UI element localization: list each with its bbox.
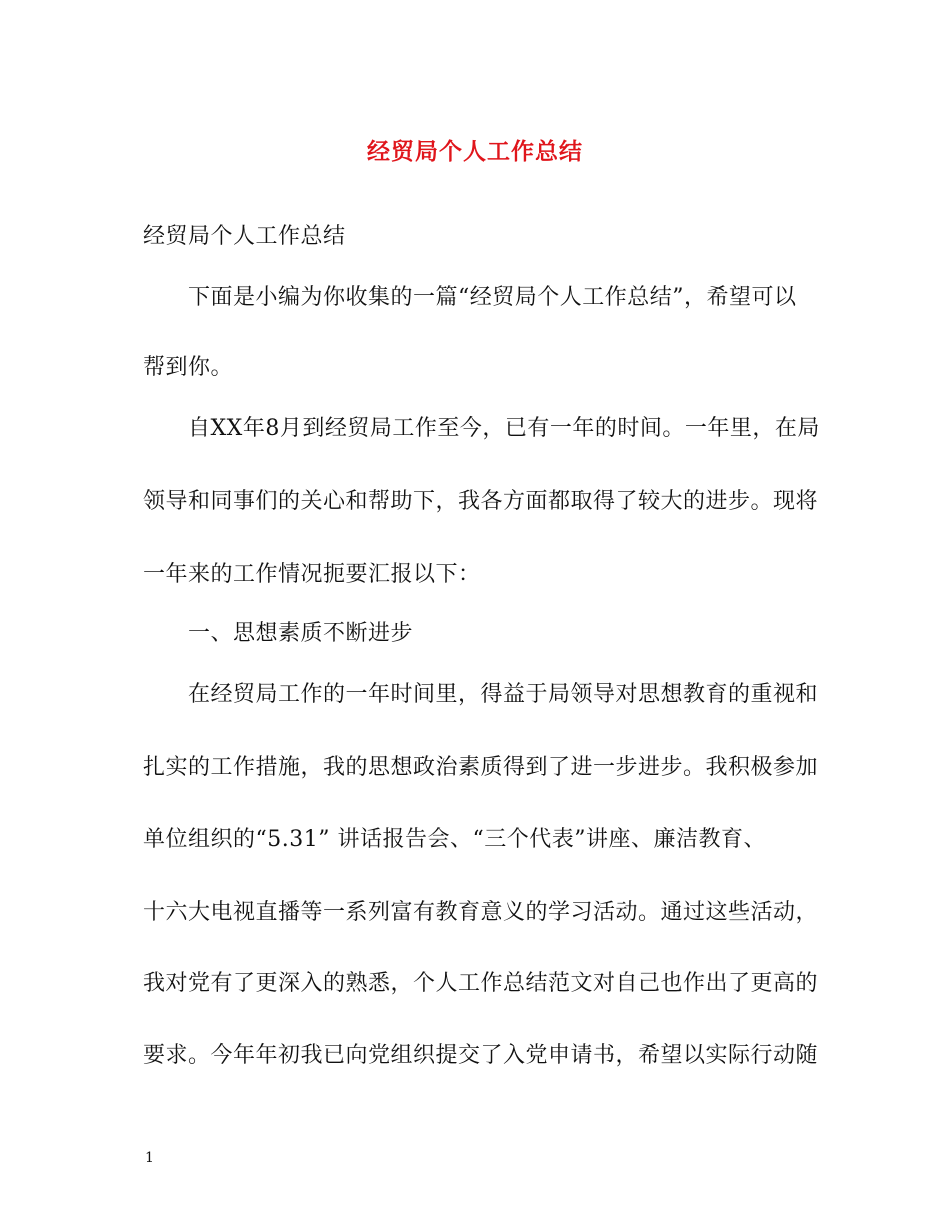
text-line: 一年来的工作情况扼要汇报以下： <box>143 562 481 587</box>
text-line: 在经贸局工作的一年时间里，得益于局领导对思想教育的重视和 <box>188 682 819 707</box>
page-number: 1 <box>145 1150 154 1166</box>
section-heading: 一、思想素质不断进步 <box>188 621 414 646</box>
text-line: 自XX年8月到经贸局工作至今，已有一年的时间。一年里，在局 <box>188 416 820 441</box>
subtitle-line: 经贸局个人工作总结 <box>143 224 346 249</box>
text-line: 领导和同事们的关心和帮助下，我各方面都取得了较大的进步。现将 <box>143 489 819 514</box>
text-line: 帮到你。 <box>143 355 234 380</box>
text-line: 我对党有了更深入的熟悉，个人工作总结范文对自己也作出了更高的 <box>143 971 819 996</box>
text-line: 十六大电视直播等一系列富有教育意义的学习活动。通过这些活动， <box>143 900 819 925</box>
text-line: 下面是小编为你收集的一篇“经贸局个人工作总结”，希望可以 <box>188 285 797 310</box>
text-line: 扎实的工作措施，我的思想政治素质得到了进一步进步。我积极参加 <box>143 755 819 780</box>
text-line: 要求。今年年初我已向党组织提交了入党申请书，希望以实际行动随 <box>143 1043 819 1068</box>
document-title: 经贸局个人工作总结 <box>367 138 583 165</box>
text-line: 单位组织的“5.31” 讲话报告会、“三个代表”讲座、廉洁教育、 <box>143 827 766 852</box>
